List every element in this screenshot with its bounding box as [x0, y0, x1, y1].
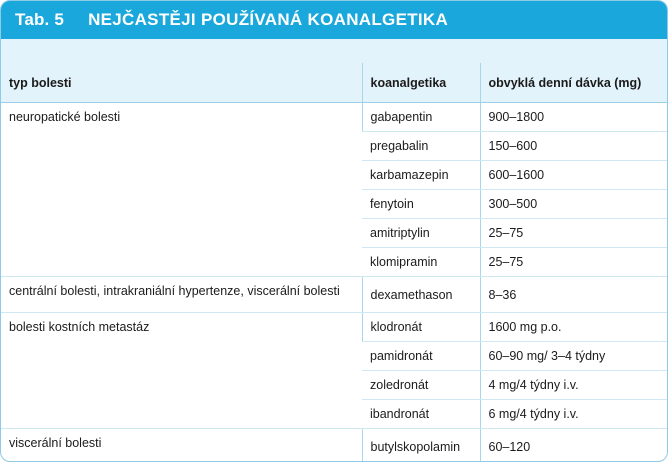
- cell-pain-type: bolesti kostních metastáz: [1, 313, 362, 429]
- cell-drug: zoledronát: [362, 371, 480, 400]
- header-spacer: [1, 39, 667, 63]
- cell-drug: klodronát: [362, 313, 480, 342]
- table-row: [1, 103, 667, 132]
- cell-drug: gabapentin: [362, 103, 480, 132]
- cell-drug: fenytoin: [362, 190, 480, 219]
- cell-dose: 4 mg/4 týdny i.v.: [480, 371, 667, 400]
- cell-drug: karbamazepin: [362, 161, 480, 190]
- header-dose: obvyklá denní dávka (mg): [480, 63, 667, 103]
- cell-dose: 150–600: [480, 132, 667, 161]
- table-row: [1, 429, 667, 462]
- cell-pain-type: viscerální bolesti: [9, 436, 102, 450]
- cell-drug: amitriptylin: [362, 219, 480, 248]
- header-pain-type: typ bolesti: [1, 63, 362, 103]
- cell-drug: butylskopolamin: [362, 429, 480, 462]
- cell-drug: pamidronát: [362, 342, 480, 371]
- table-title-bar: [1, 1, 667, 39]
- cell-drug: dexamethason: [362, 277, 480, 313]
- header-row: [1, 63, 667, 103]
- cell-dose: 600–1600: [480, 161, 667, 190]
- cell-dose: 25–75: [480, 248, 667, 277]
- cell-dose: 900–1800: [480, 103, 667, 132]
- table-row: [1, 277, 667, 313]
- cell-drug: klomipramin: [362, 248, 480, 277]
- cell-dose: 60–90 mg/ 3–4 týdny: [480, 342, 667, 371]
- cell-drug: pregabalin: [362, 132, 480, 161]
- cell-dose: 6 mg/4 týdny i.v.: [480, 400, 667, 429]
- cell-dose: 60–120: [480, 429, 667, 462]
- table-title: NEJČASTĚJI POUŽÍVANÁ KOANALGETIKA: [88, 10, 449, 29]
- table-body: [1, 103, 667, 462]
- table-number: Tab. 5: [15, 10, 65, 29]
- cell-pain-type: centrální bolesti, intrakraniální hypertenze, viscerální bolesti: [1, 277, 362, 313]
- cell-drug: ibandronát: [362, 400, 480, 429]
- cell-dose: 25–75: [480, 219, 667, 248]
- cell-dose: 8–36: [480, 277, 667, 313]
- cell-dose: 300–500: [480, 190, 667, 219]
- analgesics-table: [1, 63, 667, 462]
- header-drug: koanalgetika: [362, 63, 480, 103]
- table-row: [1, 313, 667, 342]
- cell-dose: 1600 mg p.o.: [480, 313, 667, 342]
- cell-pain-type: neuropatické bolesti: [1, 103, 362, 277]
